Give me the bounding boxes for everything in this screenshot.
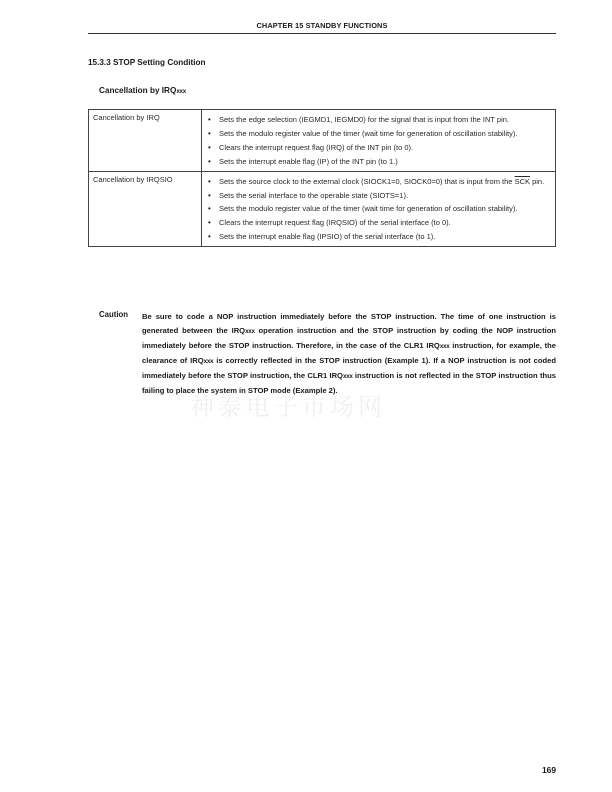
stop-condition-table bbox=[88, 109, 556, 247]
caution-text-part: is correctly reflected in the STOP instruction (Example 1). If a NOP instruction is not coded immediately before the STOP instruction, the CLR1 IRQ bbox=[142, 355, 556, 380]
action-list-irqsio bbox=[208, 175, 549, 245]
action-list-irq bbox=[208, 113, 549, 169]
caution-text-suffix: xxx bbox=[245, 327, 255, 335]
caution-text-suffix: xxx bbox=[342, 372, 353, 380]
action-item: • Clears the interrupt request flag (IRQ) of the INT pin (to 0). bbox=[208, 141, 549, 155]
caution-text bbox=[142, 310, 556, 397]
table-row-irqsio bbox=[89, 171, 556, 247]
caution-text-part: instruction, for example, the clearance of IRQ bbox=[142, 340, 556, 365]
caution-text-suffix: xxx bbox=[439, 342, 450, 350]
subsection-title-text: Cancellation by IRQ bbox=[99, 86, 177, 95]
row-name-irqsio: Cancellation by IRQSIO bbox=[89, 171, 202, 247]
table-row-irq bbox=[89, 110, 556, 172]
action-item: • Sets the modulo register value of the timer (wait time for generation of oscillation stability). bbox=[208, 127, 549, 141]
row-name-irq: Cancellation by IRQ bbox=[89, 110, 202, 172]
caution-text-part: operation instruction and the STOP instruction by coding the NOP instruction immediately before the STOP instruction. Therefore, in the case of the CLR1 IRQ bbox=[142, 325, 556, 350]
row-actions-irq bbox=[202, 110, 556, 172]
action-item bbox=[208, 175, 549, 189]
subsection-title bbox=[99, 86, 186, 95]
action-item-tail: pin. bbox=[530, 176, 545, 186]
action-item: • Sets the interrupt enable flag (IPSIO) of the serial interface (to 1). bbox=[208, 230, 549, 244]
subsection-title-suffix: xxx bbox=[176, 88, 186, 95]
caution-text-part: instruction is not reflected in the STOP instruction thus failing to place the system in STOP mode (Example 2). bbox=[142, 370, 556, 395]
action-item: • Sets the interrupt enable flag (IP) of the INT pin (to 1.) bbox=[208, 155, 549, 169]
caution-text-part: Be sure to code a NOP instruction immediately before the STOP instruction. The time of one instruction is generated between the IRQ bbox=[142, 312, 556, 335]
action-item: • Sets the edge selection (IEGMD1, IEGMD0) for the signal that is input from the INT pin. bbox=[208, 113, 549, 127]
sck-signal-label: $\overline{SCK}$ bbox=[514, 176, 530, 186]
row-actions-irqsio bbox=[202, 171, 556, 247]
action-item: • Sets the modulo register value of the timer (wait time for generation of oscillation stability). bbox=[208, 202, 549, 216]
watermark: 神泰电子市场网 bbox=[190, 393, 386, 421]
page-number: 169 bbox=[542, 765, 556, 775]
action-item-text: Sets the source clock to the external clock (SIOCK1=0, SIOCK0=0) that is input from the bbox=[219, 176, 513, 186]
caution-label: Caution bbox=[99, 310, 129, 319]
action-item: • Clears the interrupt request flag (IRQSIO) of the serial interface (to 0). bbox=[208, 216, 549, 230]
caution-text-suffix: xxx bbox=[203, 357, 214, 365]
chapter-header: CHAPTER 15 STANDBY FUNCTIONS bbox=[256, 21, 388, 30]
action-item: • Sets the serial interface to the operable state (SIOTS=1). bbox=[208, 189, 549, 203]
section-title: 15.3.3 STOP Setting Condition bbox=[88, 58, 206, 67]
header-rule bbox=[88, 33, 556, 34]
